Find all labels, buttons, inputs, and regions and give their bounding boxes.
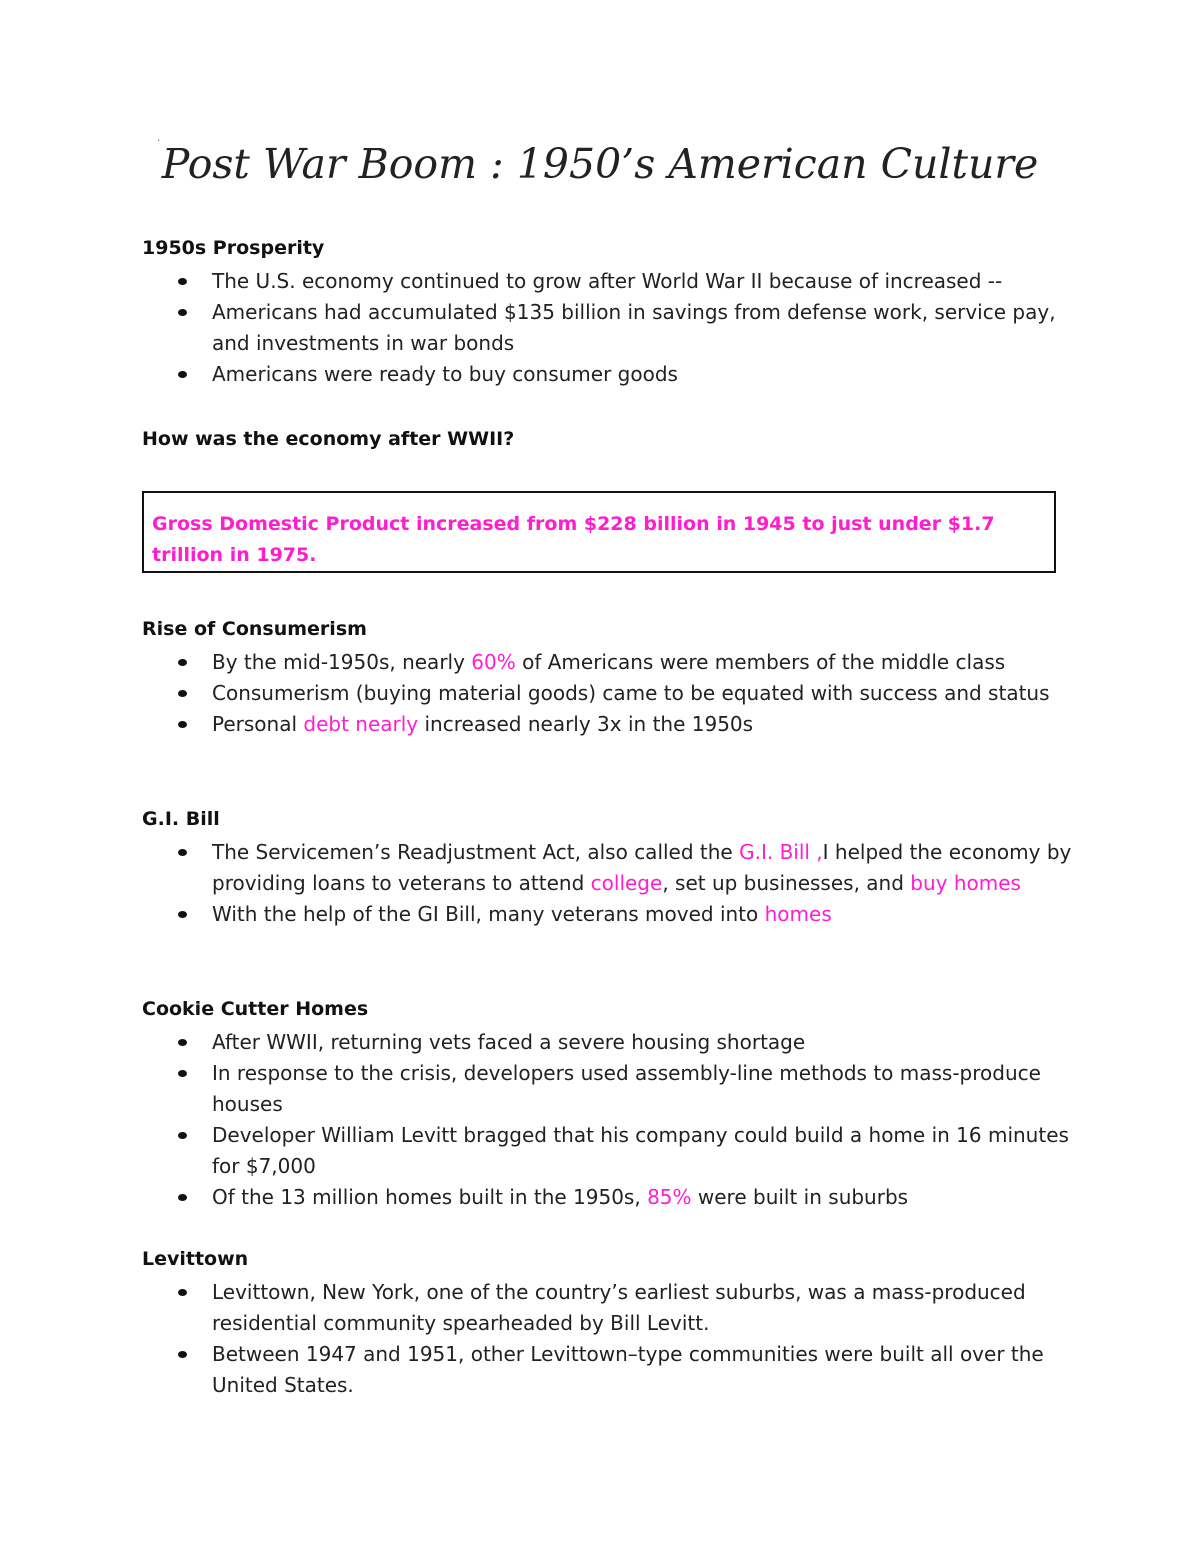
- item-text: Of the 13 million homes built in the 1950s,: [212, 1185, 648, 1209]
- highlight-box: [142, 491, 1056, 573]
- list-item: [142, 709, 1072, 740]
- highlighted-text: college: [590, 871, 663, 895]
- list-item: [142, 1182, 1072, 1213]
- item-text: Personal: [212, 712, 304, 736]
- item-text: I helped the economy by providing loans to veterans to attend: [212, 840, 1072, 895]
- bullet-list: [142, 266, 1072, 390]
- section-heading: How was the economy after WWII?: [142, 428, 515, 450]
- section-heading: Rise of Consumerism: [142, 618, 367, 640]
- list-item: Americans were ready to buy consumer goods: [142, 359, 1072, 390]
- bullet-list: [142, 837, 1072, 930]
- item-text: With the help of the GI Bill, many veterans moved into: [212, 902, 765, 926]
- list-item: Developer William Levitt bragged that his company could build a home in 16 minutes for $7,000: [142, 1120, 1072, 1182]
- section-heading: 1950s Prosperity: [142, 237, 325, 259]
- gdp-statement: Gross Domestic Product increased from $228 billion in 1945 to just under $1.7 trillion in 1975.: [152, 513, 995, 566]
- section-prosperity: [142, 234, 1072, 390]
- bullet-list: [142, 1027, 1072, 1213]
- list-item: Americans had accumulated $135 billion in savings from defense work, service pay, and investments in war bonds: [142, 297, 1072, 359]
- list-item: [142, 837, 1072, 899]
- list-item: After WWII, returning vets faced a severe housing shortage: [142, 1027, 1072, 1058]
- highlighted-text: 60%: [471, 650, 516, 674]
- highlighted-text: G.I. Bill ,: [739, 840, 823, 864]
- list-item: Between 1947 and 1951, other Levittown–type communities were built all over the United States.: [142, 1339, 1072, 1401]
- section-cookie-cutter-homes: [142, 995, 1072, 1213]
- section-levittown: [142, 1245, 1072, 1401]
- section-gi-bill: [142, 805, 1072, 930]
- item-text: of Americans were members of the middle class: [515, 650, 1006, 674]
- section-heading: Levittown: [142, 1248, 249, 1270]
- highlighted-text: 85%: [647, 1185, 692, 1209]
- list-item: In response to the crisis, developers used assembly-line methods to mass-produce houses: [142, 1058, 1072, 1120]
- bullet-list: [142, 1277, 1072, 1401]
- highlighted-text: homes: [764, 902, 832, 926]
- item-text: The Servicemen’s Readjustment Act, also called the: [212, 840, 740, 864]
- bullet-list: [142, 647, 1072, 740]
- section-consumerism: [142, 615, 1072, 740]
- highlighted-text: debt nearly: [303, 712, 419, 736]
- section-economy: [142, 425, 1072, 457]
- item-text: By the mid-1950s, nearly: [212, 650, 472, 674]
- item-text: , set up businesses, and: [662, 871, 911, 895]
- item-text: increased nearly 3x in the 1950s: [418, 712, 754, 736]
- list-item: Levittown, New York, one of the country’s earliest suburbs, was a mass-produced residential community spearheaded by Bill Levitt.: [142, 1277, 1072, 1339]
- list-item: Consumerism (buying material goods) came to be equated with success and status: [142, 678, 1072, 709]
- page-title: Post War Boom : 1950’s American Culture: [161, 140, 1039, 188]
- item-text: were built in suburbs: [691, 1185, 909, 1209]
- list-item: The U.S. economy continued to grow after World War II because of increased --: [142, 266, 1072, 297]
- section-heading: G.I. Bill: [142, 808, 220, 830]
- list-item: [142, 647, 1072, 678]
- page-marker: ·: [157, 136, 161, 147]
- highlighted-text: buy homes: [910, 871, 1021, 895]
- list-item: [142, 899, 1072, 930]
- section-heading: Cookie Cutter Homes: [142, 998, 369, 1020]
